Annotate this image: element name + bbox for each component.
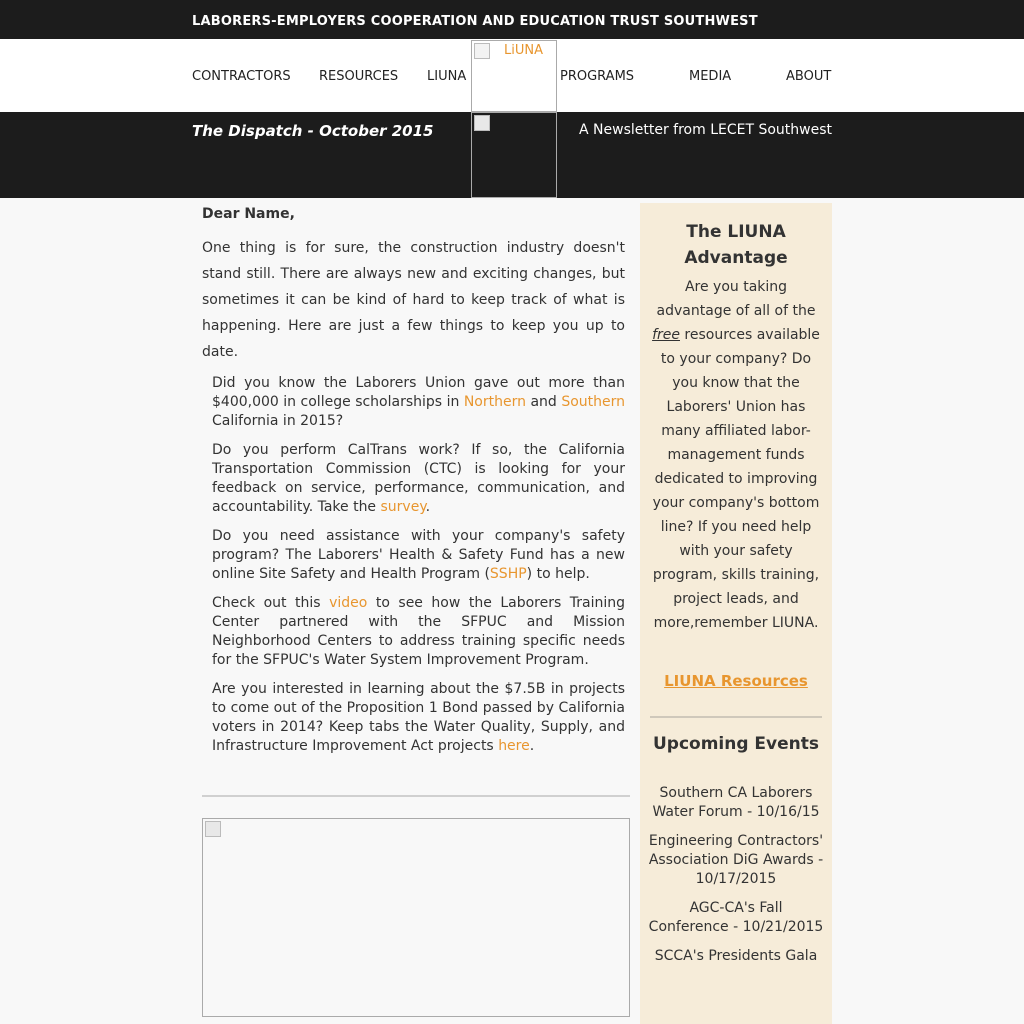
news-item-scholarships: Did you know the Laborers Union gave out more than $400,000 in college scholarships in Northern and Southern California in 2015? [212, 375, 625, 429]
event-item: Engineering Contractors' Association DiG Awards - 10/17/2015 [648, 833, 824, 887]
free-emphasis: free [652, 327, 680, 343]
nav-contractors[interactable]: CONTRACTORS [192, 69, 291, 84]
nav-media[interactable]: MEDIA [689, 69, 732, 84]
event-item: Southern CA Laborers Water Forum - 10/16/15 [652, 785, 820, 820]
sshp-link[interactable]: SSHP [489, 566, 527, 582]
video-link[interactable]: video [329, 595, 368, 611]
northern-link[interactable]: Northern [463, 394, 526, 410]
liuna-resources-link[interactable]: LIUNA Resources [664, 672, 808, 690]
events-list [648, 784, 824, 976]
sidebar [640, 203, 832, 1024]
intro-paragraph: One thing is for sure, the construction industry doesn't stand still. There are always new and exciting changes, but sometimes it can be kind of hard to keep track of what is happening. Here are just a few things to keep you up to date. [202, 240, 625, 360]
news-item-caltrans: Do you perform CalTrans work? If so, the California Transportation Commission (CTC) is looking for your feedback on service, performance, communication, and accountability. Take the survey. [212, 442, 625, 515]
here-link[interactable]: here [498, 738, 530, 754]
broken-image-icon [474, 43, 490, 59]
nav-about[interactable]: ABOUT [786, 69, 832, 84]
events-title: Upcoming Events [652, 734, 820, 754]
content-image [202, 818, 630, 1017]
nav-liuna[interactable]: LIUNA [427, 69, 467, 84]
event-item: SCCA's Presidents Gala [654, 948, 818, 964]
org-title: LABORERS-EMPLOYERS COOPERATION AND EDUCATION TRUST SOUTHWEST [192, 14, 758, 29]
newsletter-subtitle: A Newsletter from LECET Southwest [579, 122, 832, 138]
greeting: Dear Name, [202, 206, 295, 222]
event-item: AGC-CA's Fall Conference - 10/21/2015 [648, 900, 824, 935]
news-list [212, 374, 625, 766]
newsletter-title: The Dispatch - October 2015 [192, 122, 434, 140]
nav-programs[interactable]: PROGRAMS [560, 69, 635, 84]
broken-image-icon [205, 821, 221, 837]
broken-image-icon [474, 115, 490, 131]
survey-link[interactable]: survey [380, 499, 426, 515]
top-bar [0, 0, 1024, 39]
southern-link[interactable]: Southern [561, 394, 625, 410]
divider [202, 795, 630, 797]
sidebar-body: Are you taking advantage of all of the free resources available to your company? Do you know that the Laborers' Union has many affiliated labor-management funds dedicated to improving your company's bottom line? If you need help with your safety program, skills training, project leads, and more,remember LIUNA. [652, 279, 820, 631]
news-item-video: Check out this video to see how the Laborers Training Center partnered with the SFPUC and Mission Neighborhood Centers to address training specific needs for the SFPUC's Water System Improvement Program. [212, 595, 626, 668]
sidebar-divider [650, 716, 822, 718]
nav-resources[interactable]: RESOURCES [319, 69, 399, 84]
banner-image [471, 112, 557, 198]
news-item-prop1: Are you interested in learning about the $7.5B in projects to come out of the Proposition 1 Bond passed by California voters in 2014? Keep tabs the Water Quality, Supply, and Infrastructure Improvement Act projects here. [212, 681, 625, 754]
logo-alt-text: LiUNA [504, 43, 543, 58]
liuna-logo[interactable] [471, 40, 557, 112]
sidebar-title: The LIUNA Advantage [684, 222, 788, 268]
news-item-safety: Do you need assistance with your company's safety program? The Laborers' Health & Safety Fund has a new online Site Safety and Health Program (SSHP) to help. [212, 528, 625, 582]
